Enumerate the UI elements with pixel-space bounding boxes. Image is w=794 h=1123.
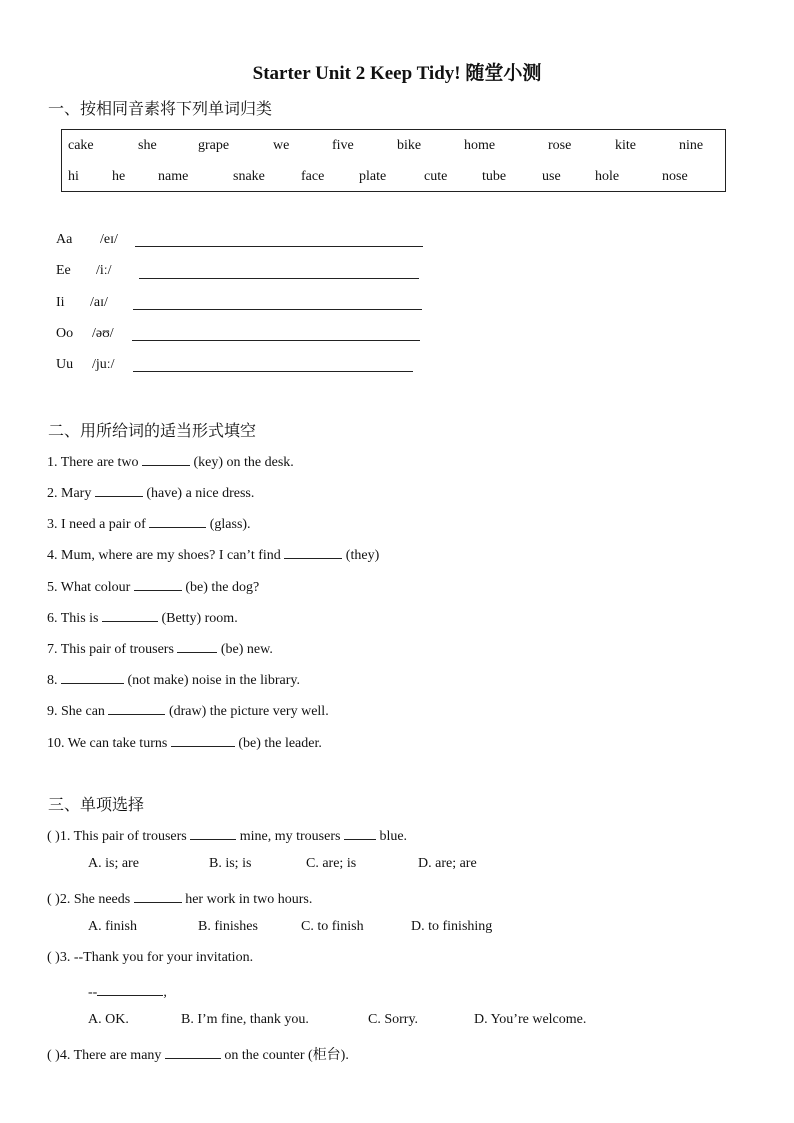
word: bike: [397, 138, 422, 153]
word: cake: [68, 138, 94, 153]
word: plate: [359, 169, 387, 184]
section-2-heading: 二、用所给词的适当形式填空: [48, 421, 257, 440]
word: hole: [595, 169, 620, 184]
word: we: [273, 138, 290, 153]
phonetic-symbol: /juː/: [92, 357, 115, 372]
fill-item-3: 3. I need a pair of (glass).: [47, 513, 251, 533]
letter-label: Ee: [56, 263, 71, 278]
fill-item-5: 5. What colour (be) the dog?: [47, 576, 259, 596]
fill-item-6: 6. This is (Betty) room.: [47, 607, 238, 627]
word: snake: [233, 169, 265, 184]
word: use: [542, 169, 561, 184]
page-title: Starter Unit 2 Keep Tidy! 随堂小测: [252, 63, 542, 84]
answer-blank[interactable]: [177, 638, 217, 653]
word: five: [332, 138, 354, 153]
answer-blank[interactable]: [142, 451, 190, 466]
answer-blank[interactable]: [134, 576, 182, 591]
answer-blank[interactable]: [165, 1044, 221, 1059]
word: face: [301, 169, 325, 184]
word: cute: [424, 169, 448, 184]
fill-item-9: 9. She can (draw) the picture very well.: [47, 700, 329, 720]
fill-item-7: 7. This pair of trousers (be) new.: [47, 638, 273, 658]
answer-line[interactable]: [135, 246, 423, 247]
answer-blank[interactable]: [97, 981, 163, 996]
phonetic-symbol: /əʊ/: [92, 326, 114, 341]
answer-blank[interactable]: [134, 888, 182, 903]
word: name: [158, 169, 189, 184]
word: rose: [548, 138, 572, 153]
dialogue-response: -- ,: [88, 981, 167, 1001]
letter-label: Aa: [56, 232, 73, 247]
option-c[interactable]: C. Sorry.: [368, 1012, 419, 1027]
answer-blank[interactable]: [149, 513, 206, 528]
option-a[interactable]: A. OK.: [88, 1012, 129, 1027]
option-b[interactable]: B. finishes: [198, 919, 258, 934]
option-d[interactable]: D. You’re welcome.: [474, 1012, 587, 1027]
phonetic-symbol: /aɪ/: [90, 295, 108, 310]
option-c[interactable]: C. to finish: [301, 919, 364, 934]
section-1-heading: 一、按相同音素将下列单词归类: [48, 99, 273, 118]
word: he: [112, 169, 126, 184]
answer-line[interactable]: [133, 309, 422, 310]
letter-label: Ii: [56, 295, 65, 310]
mc-question-2: ( )2. She needs her work in two hours.: [47, 888, 312, 908]
word: grape: [198, 138, 230, 153]
answer-blank[interactable]: [171, 732, 235, 747]
fill-item-10: 10. We can take turns (be) the leader.: [47, 732, 322, 752]
fill-item-2: 2. Mary (have) a nice dress.: [47, 482, 254, 502]
word: she: [138, 138, 157, 153]
answer-line[interactable]: [139, 278, 419, 279]
phonetic-symbol: /iː/: [96, 263, 112, 278]
option-b[interactable]: B. is; is: [209, 856, 252, 871]
option-b[interactable]: B. I’m fine, thank you.: [181, 1012, 309, 1027]
word: home: [464, 138, 496, 153]
answer-blank[interactable]: [344, 825, 376, 840]
answer-blank[interactable]: [102, 607, 158, 622]
answer-blank[interactable]: [61, 669, 124, 684]
mc-question-1: ( )1. This pair of trousers mine, my trousers blue.: [47, 825, 407, 845]
fill-item-1: 1. There are two (key) on the desk.: [47, 451, 294, 471]
word-bank-box: [61, 129, 726, 192]
mc-question-3: ( )3. --Thank you for your invitation.: [47, 950, 254, 965]
mc-question-4: ( )4. There are many on the counter (柜台).: [47, 1044, 349, 1064]
fill-item-8: 8. (not make) noise in the library.: [47, 669, 300, 689]
answer-line[interactable]: [133, 371, 413, 372]
word: nine: [679, 138, 704, 153]
answer-line[interactable]: [132, 340, 420, 341]
fill-item-4: 4. Mum, where are my shoes? I can’t find (they): [47, 544, 379, 564]
phonetic-symbol: /eɪ/: [100, 232, 118, 247]
option-d[interactable]: D. are; are: [418, 856, 477, 871]
option-a[interactable]: A. finish: [88, 919, 137, 934]
answer-blank[interactable]: [108, 700, 165, 715]
word: kite: [615, 138, 636, 153]
section-3-heading: 三、单项选择: [48, 795, 145, 814]
word: nose: [662, 169, 688, 184]
answer-blank[interactable]: [190, 825, 236, 840]
letter-label: Uu: [56, 357, 74, 372]
word: tube: [482, 169, 507, 184]
letter-label: Oo: [56, 326, 74, 341]
option-a[interactable]: A. is; are: [88, 856, 139, 871]
word: hi: [68, 169, 79, 184]
answer-blank[interactable]: [284, 544, 342, 559]
option-c[interactable]: C. are; is: [306, 856, 357, 871]
option-d[interactable]: D. to finishing: [411, 919, 493, 934]
answer-blank[interactable]: [95, 482, 143, 497]
